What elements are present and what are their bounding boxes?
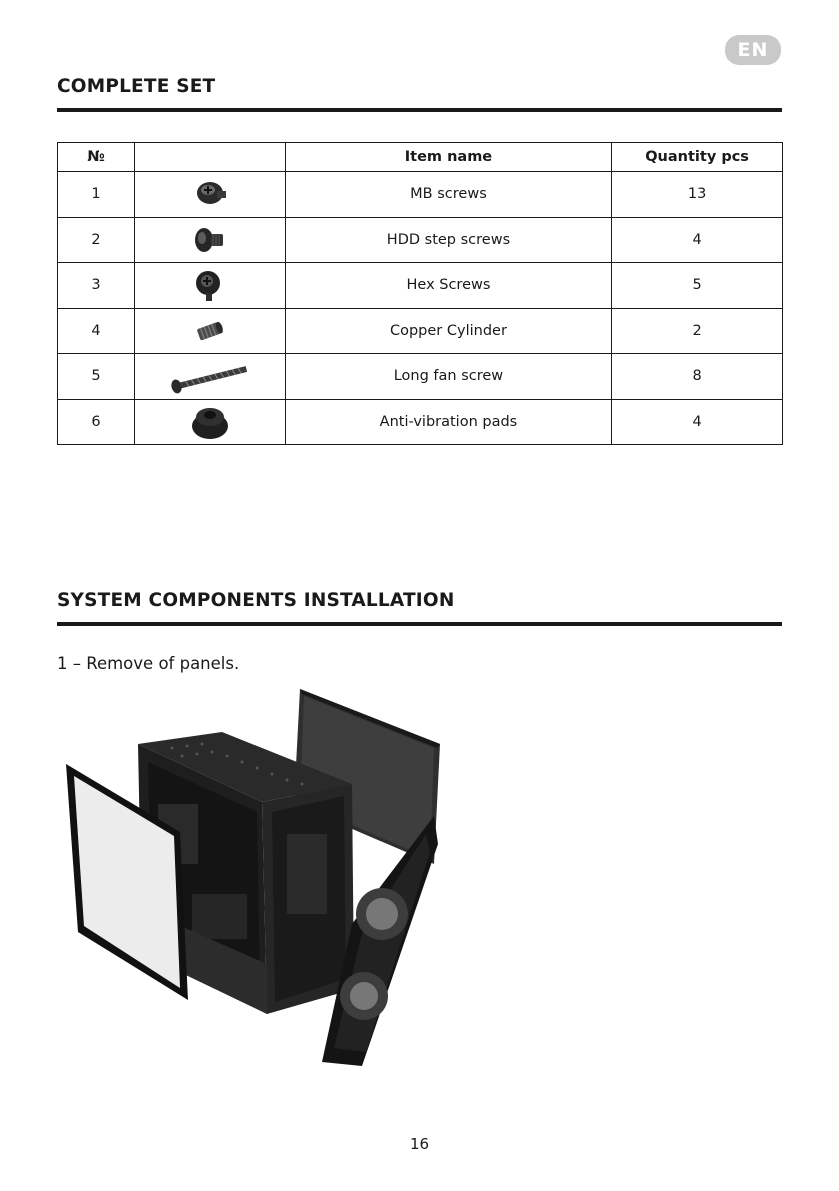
table-row <box>58 399 783 445</box>
table-row <box>58 354 783 400</box>
column-header-quantity: Quantity pcs <box>612 143 783 172</box>
table-header-row <box>58 143 783 172</box>
table-row <box>58 172 783 218</box>
long-fan-screw-icon <box>165 356 255 396</box>
column-header-number: № <box>58 143 135 172</box>
section-divider <box>57 108 782 112</box>
item-image <box>134 263 285 309</box>
table-row <box>58 263 783 309</box>
column-header-image <box>134 143 285 172</box>
mb-screw-icon <box>190 177 230 211</box>
item-number: 2 <box>58 217 135 263</box>
item-image <box>134 354 285 400</box>
item-name: Long fan screw <box>285 354 611 400</box>
item-number: 5 <box>58 354 135 400</box>
table-row <box>58 217 783 263</box>
item-name: Anti-vibration pads <box>285 399 611 445</box>
pc-case-exploded-illustration <box>62 684 452 1073</box>
item-quantity: 4 <box>612 399 783 445</box>
item-image <box>134 217 285 263</box>
section-title-installation: SYSTEM COMPONENTS INSTALLATION <box>57 590 455 611</box>
language-badge: EN <box>725 35 781 65</box>
item-quantity: 4 <box>612 217 783 263</box>
complete-set-table <box>57 142 783 445</box>
anti-vibration-pad-icon <box>185 402 235 442</box>
hex-screw-icon <box>190 267 230 303</box>
item-number: 6 <box>58 399 135 445</box>
section-title-complete-set: COMPLETE SET <box>57 76 216 97</box>
item-name: Copper Cylinder <box>285 308 611 354</box>
item-image <box>134 308 285 354</box>
item-number: 4 <box>58 308 135 354</box>
item-name: MB screws <box>285 172 611 218</box>
page-number: 16 <box>409 1135 430 1153</box>
step-1-text: 1 – Remove of panels. <box>57 654 240 673</box>
hdd-step-screw-icon <box>190 223 230 257</box>
item-name: HDD step screws <box>285 217 611 263</box>
item-number: 3 <box>58 263 135 309</box>
item-quantity: 8 <box>612 354 783 400</box>
copper-cylinder-icon <box>190 314 230 348</box>
item-quantity: 13 <box>612 172 783 218</box>
item-name: Hex Screws <box>285 263 611 309</box>
item-number: 1 <box>58 172 135 218</box>
item-image <box>134 399 285 445</box>
section-divider <box>57 622 782 626</box>
item-quantity: 5 <box>612 263 783 309</box>
item-quantity: 2 <box>612 308 783 354</box>
table-row <box>58 308 783 354</box>
item-image <box>134 172 285 218</box>
column-header-item-name: Item name <box>285 143 611 172</box>
